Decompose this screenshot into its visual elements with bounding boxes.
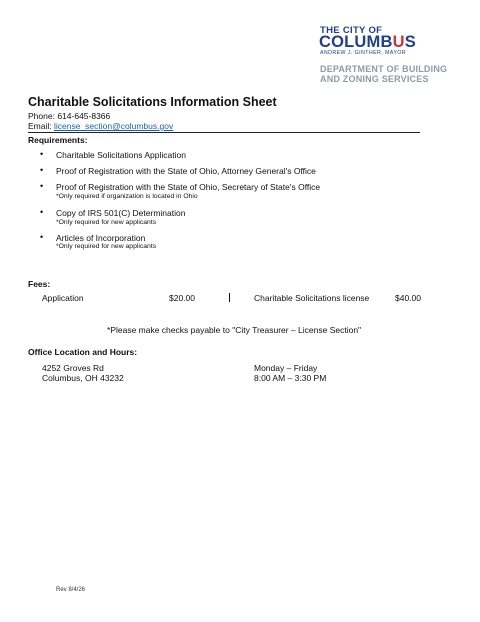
address-line2: Columbus, OH 43232 — [42, 373, 124, 383]
email-link[interactable]: license_section@columbus.gov — [54, 121, 174, 131]
logo-city-of: THE CITY OF — [320, 25, 383, 36]
phone-number: 614-645-8366 — [57, 111, 111, 121]
fees-heading: Fees: — [28, 279, 51, 289]
office-heading: Office Location and Hours: — [28, 347, 138, 357]
revision-date: Rev 8/4/26 — [56, 587, 86, 593]
checks-note: *Please make checks payable to "City Treasurer – License Section" — [107, 325, 362, 335]
bullet-icon: • — [40, 232, 44, 242]
requirement-item: Articles of Incorporation — [56, 233, 146, 243]
office-days: Monday – Friday — [254, 363, 318, 373]
fee-separator — [229, 293, 230, 302]
requirement-item: Copy of IRS 501(C) Determination — [56, 208, 186, 218]
logo-mayor: ANDREW J. GINTHER, MAYOR — [320, 50, 407, 56]
phone-line — [28, 111, 110, 121]
header-divider — [28, 132, 420, 133]
phone-label: Phone: — [28, 111, 55, 121]
bullet-icon: • — [40, 149, 44, 159]
fee-label: Charitable Solicitations license — [254, 293, 370, 303]
logo-columbus-accent: U — [392, 33, 405, 51]
address-line1: 4252 Groves Rd — [42, 363, 104, 373]
logo-department-line1: DEPARTMENT OF BUILDING — [320, 64, 448, 74]
requirement-note: *Only required if organization is located in Ohio — [56, 193, 198, 200]
fee-label: Application — [42, 293, 84, 303]
requirement-note: *Only required for new applicants — [56, 243, 157, 250]
bullet-icon: • — [40, 207, 44, 217]
office-hours: 8:00 AM – 3:30 PM — [254, 373, 327, 383]
requirements-heading: Requirements: — [28, 135, 88, 145]
fee-amount: $40.00 — [395, 293, 421, 303]
bullet-icon: • — [40, 165, 44, 175]
fee-amount: $20.00 — [169, 293, 195, 303]
requirement-item: Charitable Solicitations Application — [56, 150, 186, 160]
email-label: Email: — [28, 121, 52, 131]
page-title: Charitable Solicitations Information Sheet — [28, 95, 277, 109]
email-line — [28, 121, 173, 131]
requirement-note: *Only required for new applicants — [56, 219, 157, 226]
bullet-icon: • — [40, 181, 44, 191]
logo-department-line2: AND ZONING SERVICES — [320, 74, 429, 84]
logo-columbus-end: S — [404, 33, 416, 51]
logo-columbus-main: COLUMB — [319, 33, 393, 51]
requirement-item: Proof of Registration with the State of Ohio, Secretary of State's Office — [56, 182, 321, 192]
requirement-item: Proof of Registration with the State of Ohio, Attorney General's Office — [56, 166, 316, 176]
